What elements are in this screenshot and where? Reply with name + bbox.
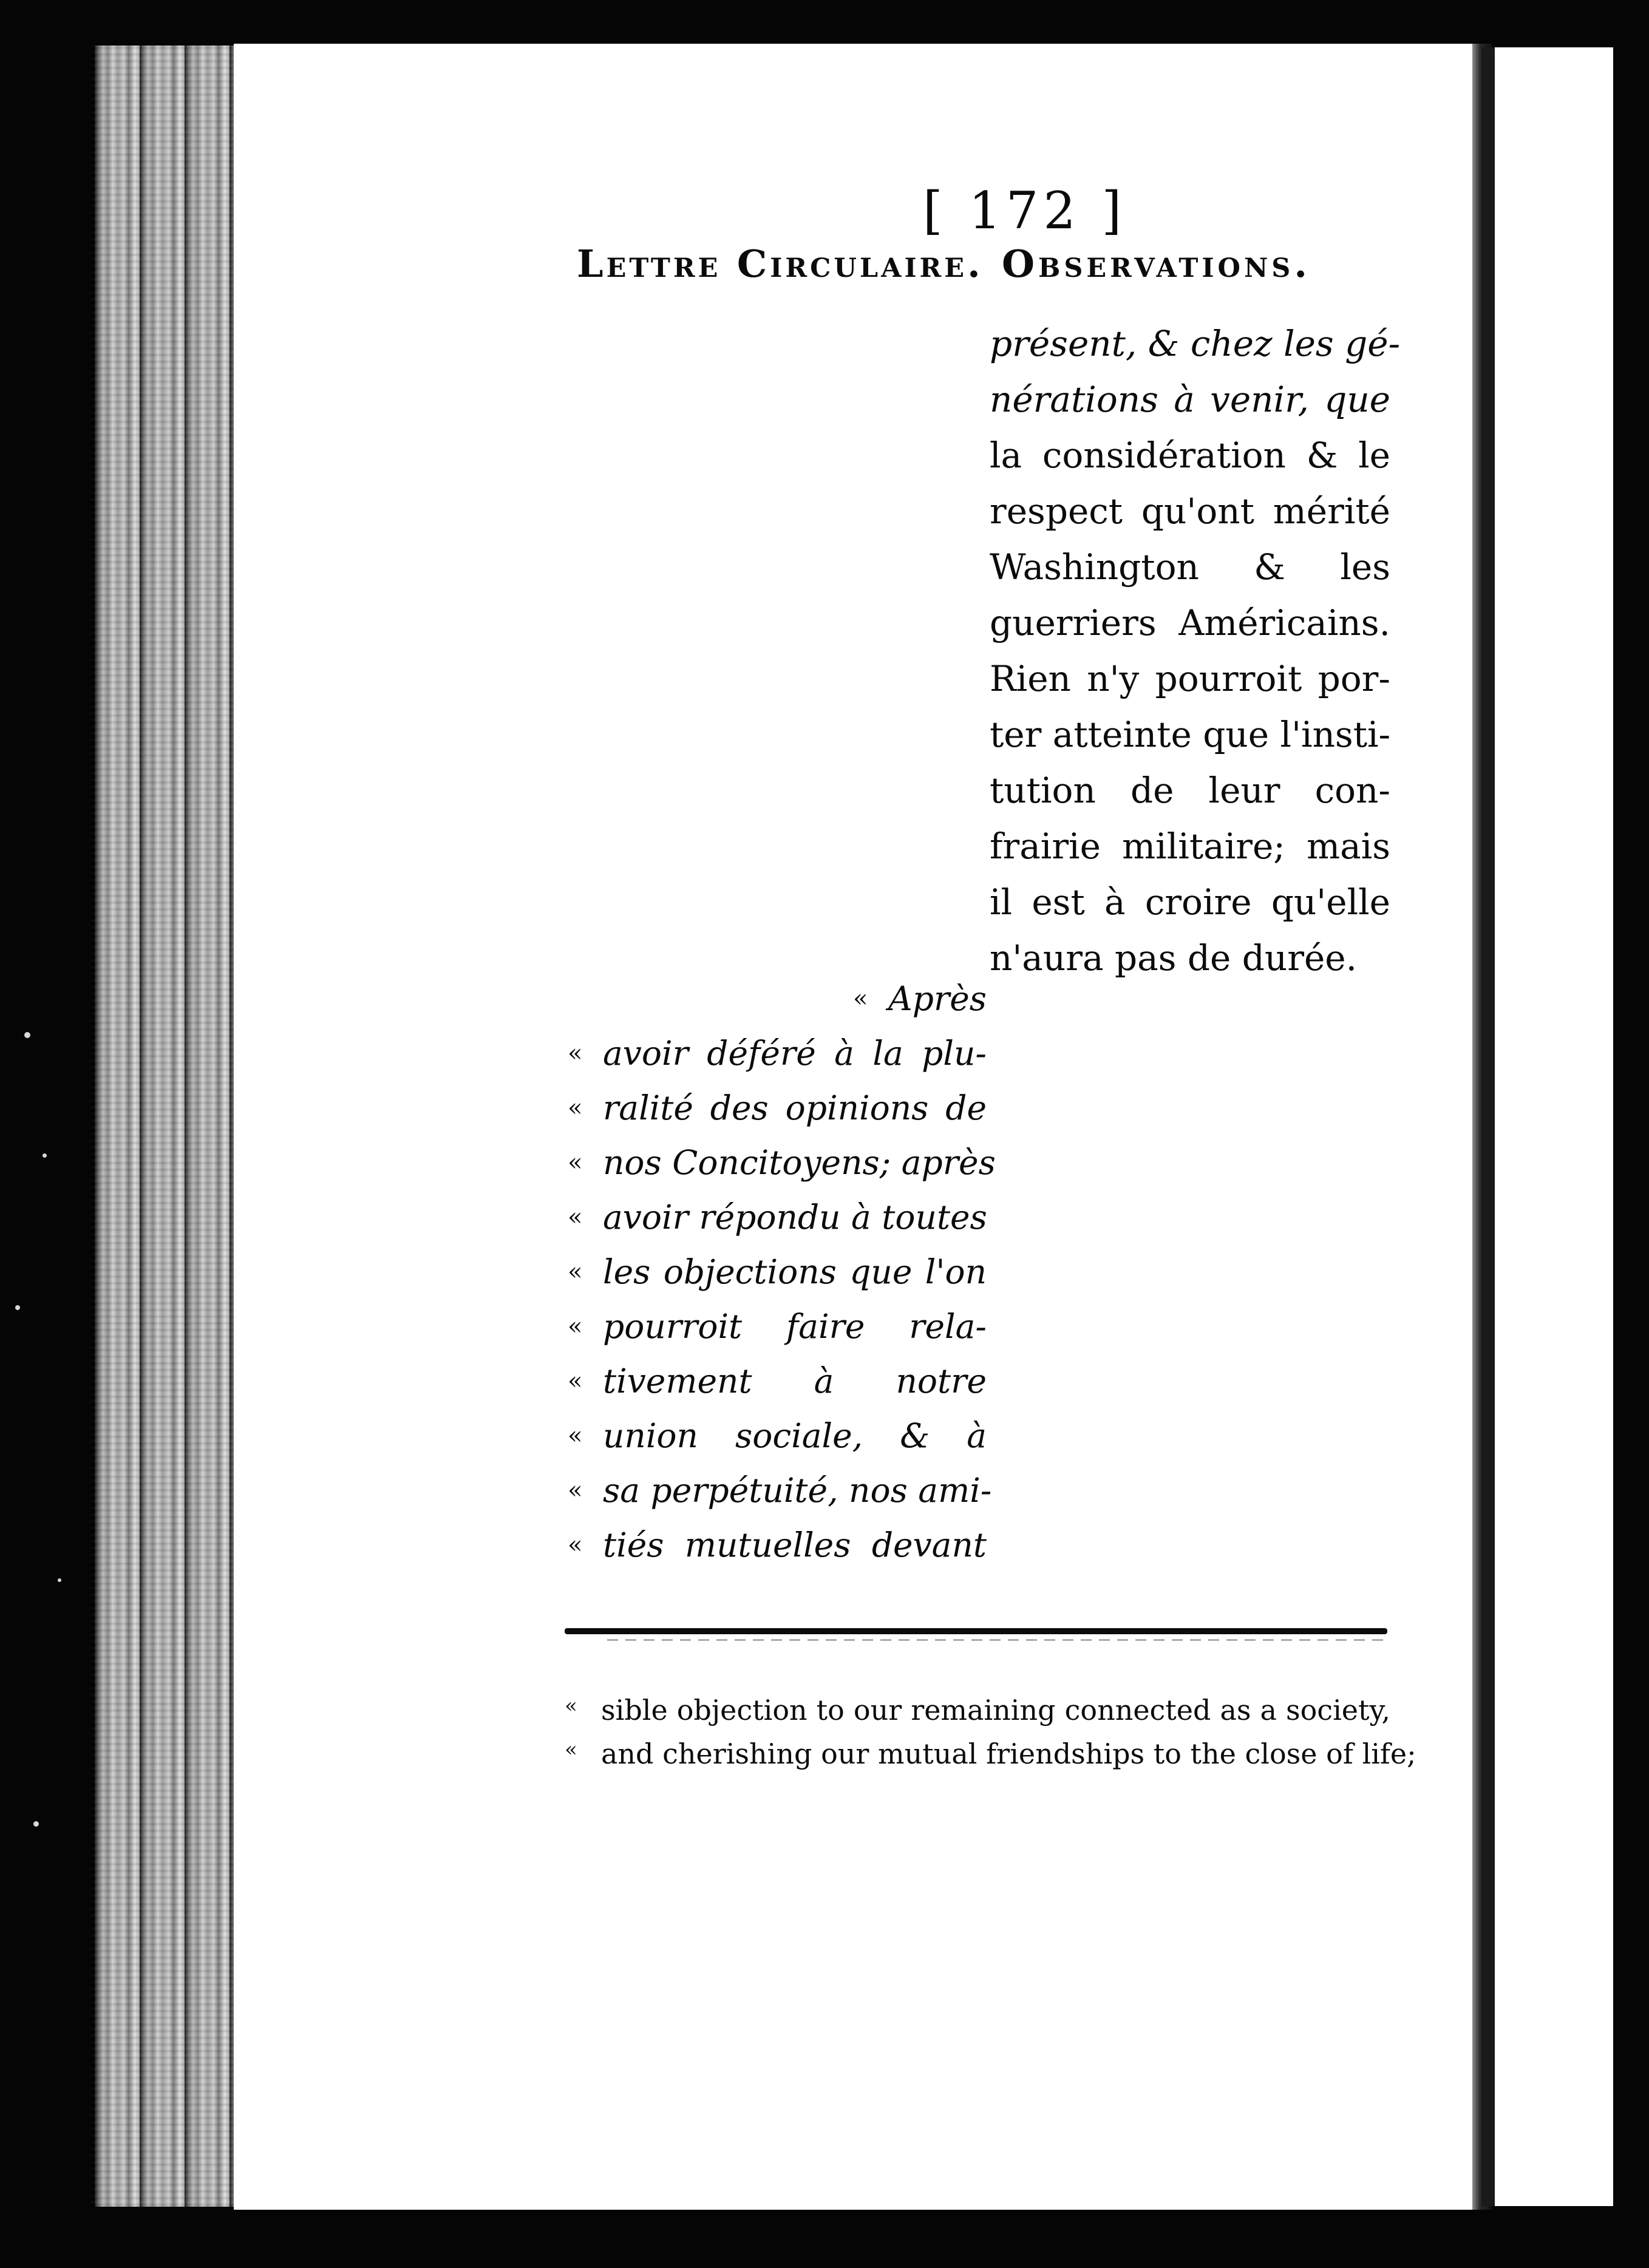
footnote-separator-underline	[607, 1639, 1384, 1641]
letter-line-text: tivement à notre	[603, 1362, 987, 1401]
quote-mark: «	[568, 1422, 583, 1450]
observations-line: frairie militaire; mais	[990, 826, 1390, 867]
letter-column	[568, 971, 996, 1572]
letter-line	[568, 1299, 987, 1354]
letter-line	[568, 1026, 987, 1081]
letter-line-text: pourroit faire rela-	[603, 1307, 987, 1346]
observations-line: guerriers Américains.	[990, 602, 1390, 643]
letter-line-text: sa perpétuité, nos ami-	[603, 1471, 992, 1510]
letter-line-text: avoir déféré à la plu-	[603, 1034, 987, 1073]
footnote-line-text: sible objection to our remaining connected as a society,	[601, 1694, 1390, 1726]
letter-line	[568, 1244, 987, 1299]
scan-speck	[33, 1821, 39, 1827]
scan-speck	[15, 1305, 20, 1310]
letter-line	[568, 1081, 987, 1135]
facing-page-edge	[1481, 47, 1495, 2206]
letter-line-text: nos Concitoyens; après	[603, 1143, 996, 1182]
letter-line	[568, 1463, 992, 1518]
facing-page-sliver	[1492, 47, 1613, 2206]
quote-mark: «	[568, 1531, 583, 1559]
book-page-edge-shading	[91, 46, 237, 2207]
footnote-line-text: and cherishing our mutual friendships to the close of life;	[601, 1737, 1416, 1770]
footnote-line	[565, 1694, 1390, 1726]
quote-mark: «	[568, 1039, 583, 1067]
footnote-line	[565, 1737, 1416, 1770]
quote-mark: «	[568, 1476, 583, 1504]
letter-line	[568, 1135, 996, 1190]
observations-line: n'aura pas de durée.	[990, 937, 1358, 979]
running-head-right: Observations.	[1002, 242, 1311, 286]
footnote-separator-rule	[565, 1628, 1387, 1634]
letter-line-text: Après	[888, 979, 987, 1018]
quote-mark: «	[568, 1312, 583, 1340]
letter-line-text: tiés mutuelles devant	[603, 1526, 987, 1564]
quote-mark: «	[565, 1737, 577, 1762]
quote-mark: «	[568, 1203, 583, 1231]
letter-line	[568, 971, 987, 1026]
page-number: [ 172 ]	[923, 181, 1127, 240]
letter-line-text: les objections que l'on	[603, 1252, 987, 1291]
quote-mark: «	[565, 1694, 577, 1718]
quote-mark: «	[853, 985, 868, 1013]
letter-line	[568, 1190, 987, 1244]
letter-line-text: union sociale, & à	[603, 1416, 987, 1455]
observations-line: tution de leur con-	[990, 770, 1390, 811]
observations-line: ter atteinte que l'insti-	[990, 714, 1391, 755]
scan-speck	[42, 1153, 47, 1158]
observations-line: Rien n'y pourroit por-	[990, 658, 1390, 699]
observations-line: la considération & le	[990, 435, 1390, 476]
observations-line: respect qu'ont mérité	[990, 491, 1390, 532]
observations-line: présent, & chez les gé-	[990, 323, 1401, 364]
scan-speck	[24, 1032, 30, 1038]
observations-line: il est à croire qu'elle	[990, 881, 1390, 923]
letter-line-text: ralité des opinions de	[603, 1088, 987, 1127]
observations-line: nérations à venir, que	[990, 379, 1390, 420]
quote-mark: «	[568, 1094, 583, 1122]
running-head-left: Lettre Circulaire.	[577, 242, 984, 286]
quote-mark: «	[568, 1149, 583, 1176]
letter-line	[568, 1354, 987, 1408]
quote-mark: «	[568, 1258, 583, 1286]
letter-line	[568, 1408, 987, 1463]
letter-line	[568, 1518, 987, 1572]
observations-column	[990, 316, 1401, 986]
quote-mark: «	[568, 1367, 583, 1395]
scan-speck	[58, 1578, 61, 1582]
observations-line: Washington & les	[990, 546, 1390, 588]
letter-line-text: avoir répondu à toutes	[603, 1198, 987, 1237]
